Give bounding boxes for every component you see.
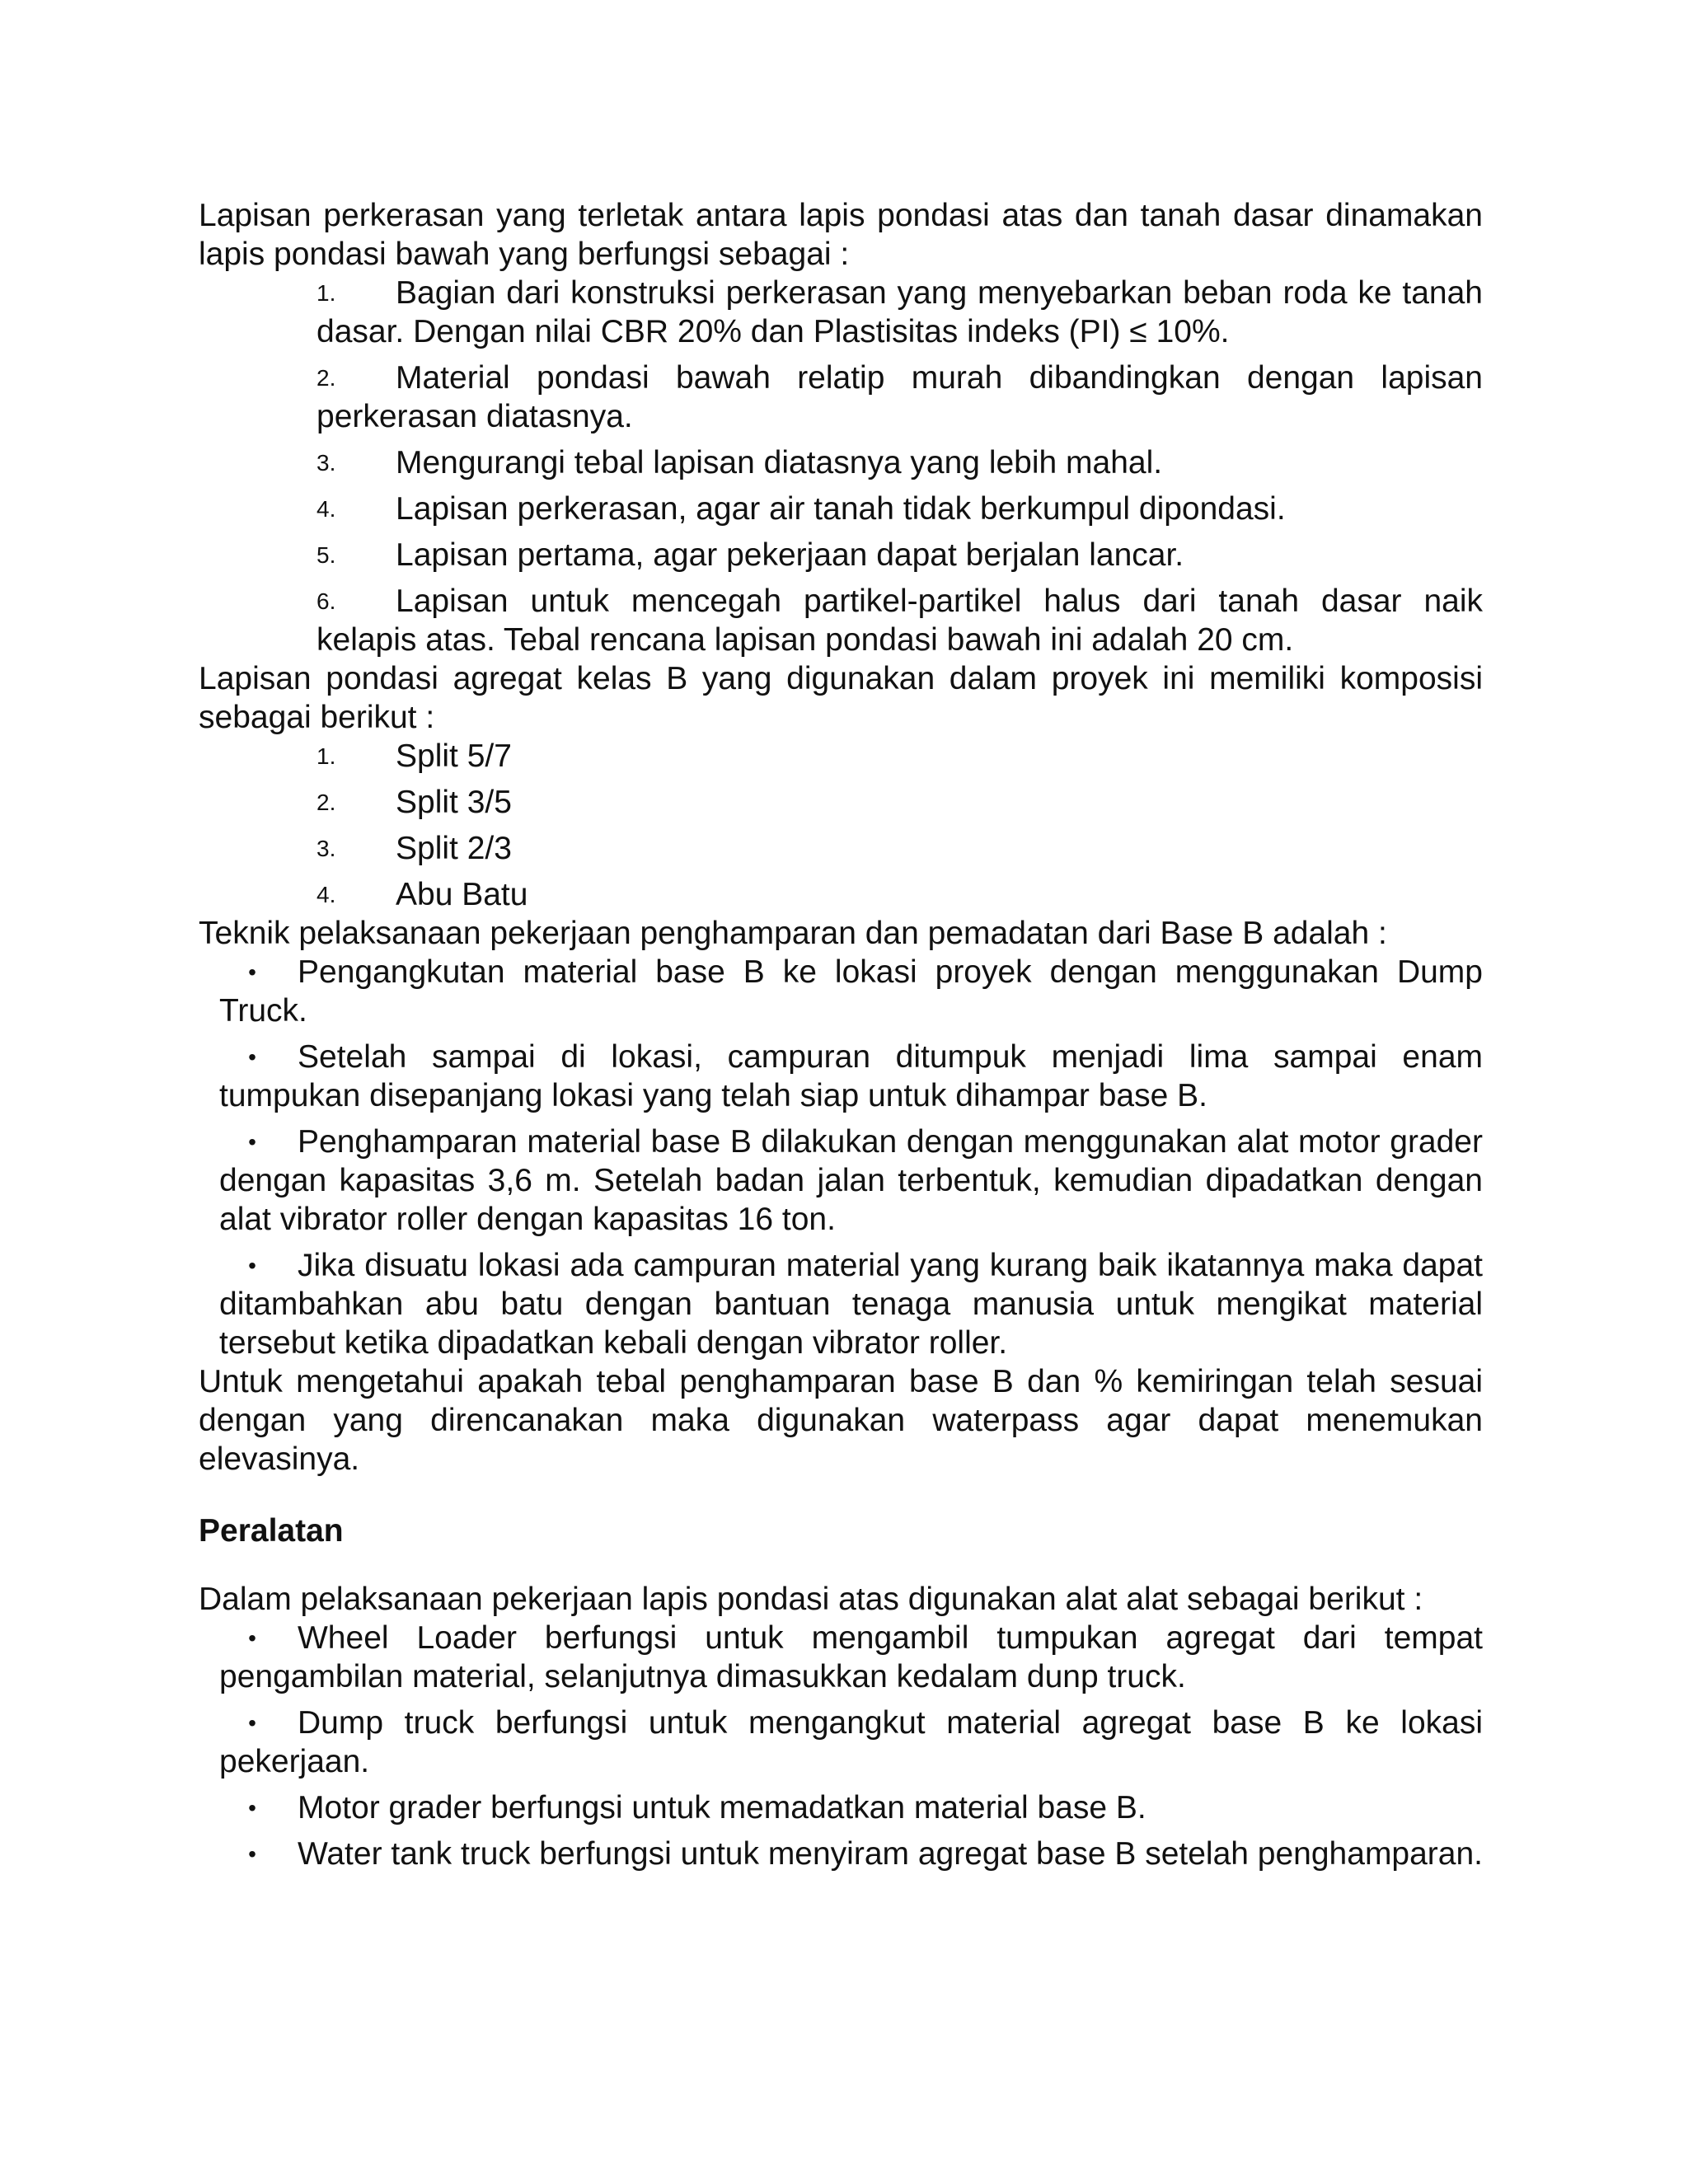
list-item-text: Bagian dari konstruksi perkerasan yang menyebarkan beban roda ke tanah dasar. Dengan nilai CBR 20% dan Plastisitas indeks (PI) ≤ 10%.: [316, 275, 1483, 349]
list-item-text: Wheel Loader berfungsi untuk mengambil tumpukan agregat dari tempat pengambilan material, selanjutnya dimasukkan kedalam dunp truck.: [219, 1620, 1483, 1694]
function-list: [199, 274, 1483, 659]
equipment-intro: Dalam pelaksanaan pekerjaan lapis pondasi atas digunakan alat alat sebagai berikut :: [199, 1582, 1423, 1617]
bullet-icon: •: [248, 1710, 256, 1736]
list-number: 4.: [316, 882, 336, 907]
list-item-text: Mengurangi tebal lapisan diatasnya yang lebih mahal.: [396, 445, 1163, 480]
list-number: 3.: [316, 450, 336, 476]
list-item: [199, 875, 1483, 914]
list-number: 6.: [316, 588, 336, 614]
intro-paragraph: Lapisan perkerasan yang terletak antara lapis pondasi atas dan tanah dasar dinamakan lapis pondasi bawah yang berfungsi sebagai :: [199, 198, 1483, 272]
waterpass-paragraph: Untuk mengetahui apakah tebal penghamparan base B dan % kemiringan telah sesuai dengan yang direncanakan maka digunakan waterpass agar dapat menemukan elevasinya.: [199, 1364, 1483, 1477]
bullet-icon: •: [248, 1129, 256, 1155]
technique-intro: Teknik pelaksanaan pekerjaan penghamparan dan pemadatan dari Base B adalah :: [199, 916, 1387, 951]
list-item: [199, 829, 1483, 868]
list-number: 1.: [316, 280, 336, 306]
bullet-icon: •: [248, 1044, 256, 1070]
list-item-text: Lapisan untuk mencegah partikel-partikel halus dari tanah dasar naik kelapis atas. Tebal rencana lapisan pondasi bawah ini adalah 20 cm.: [316, 583, 1483, 658]
list-item: [199, 737, 1483, 776]
list-item: [199, 1835, 1483, 1873]
list-item: [199, 536, 1483, 574]
composition-list: [199, 737, 1483, 914]
list-number: 1.: [316, 743, 336, 769]
list-item-text: Lapisan pertama, agar pekerjaan dapat berjalan lancar.: [396, 537, 1184, 573]
list-item-text: Split 2/3: [396, 831, 512, 866]
list-item-text: Jika disuatu lokasi ada campuran material yang kurang baik ikatannya maka dapat ditambahkan abu batu dengan bantuan tenaga manusia untuk mengikat material tersebut ketika dipadatkan kebali dengan vibrator roller.: [219, 1248, 1483, 1361]
bullet-icon: •: [248, 1841, 256, 1867]
list-item: [199, 1122, 1483, 1239]
list-item-text: Pengangkutan material base B ke lokasi proyek dengan menggunakan Dump Truck.: [219, 954, 1483, 1029]
bullet-icon: •: [248, 1253, 256, 1278]
list-item-text: Water tank truck berfungsi untuk menyiram agregat base B setelah penghamparan.: [298, 1836, 1484, 1872]
list-item: [199, 1038, 1483, 1115]
list-item-text: Lapisan perkerasan, agar air tanah tidak berkumpul dipondasi.: [396, 491, 1286, 527]
list-item: [199, 783, 1483, 822]
list-item: [199, 1246, 1483, 1362]
list-item-text: Material pondasi bawah relatip murah dibandingkan dengan lapisan perkerasan diatasnya.: [316, 360, 1483, 434]
list-item: [199, 582, 1483, 659]
document-page: [199, 196, 1483, 1873]
list-item-text: Split 3/5: [396, 785, 512, 820]
list-number: 2.: [316, 365, 336, 391]
list-item-text: Setelah sampai di lokasi, campuran ditumpuk menjadi lima sampai enam tumpukan disepanjang lokasi yang telah siap untuk dihampar base B.: [219, 1039, 1483, 1113]
list-item: [199, 274, 1483, 351]
composition-intro: Lapisan pondasi agregat kelas B yang digunakan dalam proyek ini memiliki komposisi sebagai berikut :: [199, 661, 1483, 735]
list-number: 2.: [316, 790, 336, 815]
list-item: [199, 490, 1483, 528]
list-item-text: Motor grader berfungsi untuk memadatkan material base B.: [298, 1790, 1146, 1825]
list-number: 4.: [316, 496, 336, 522]
list-number: 5.: [316, 542, 336, 568]
list-item-text: Split 5/7: [396, 738, 512, 774]
list-item-text: Penghamparan material base B dilakukan dengan menggunakan alat motor grader dengan kapasitas 3,6 m. Setelah badan jalan terbentuk, kemudian dipadatkan dengan alat vibrator roller dengan kapasitas 16 ton.: [219, 1124, 1483, 1237]
list-item: [199, 443, 1483, 482]
list-number: 3.: [316, 836, 336, 861]
list-item: [199, 359, 1483, 436]
bullet-icon: •: [248, 1795, 256, 1821]
equipment-list: [199, 1619, 1483, 1873]
bullet-icon: •: [248, 1625, 256, 1651]
list-item: [199, 953, 1483, 1030]
list-item-text: Dump truck berfungsi untuk mengangkut material agregat base B ke lokasi pekerjaan.: [219, 1705, 1483, 1779]
list-item: [199, 1619, 1483, 1696]
bullet-icon: •: [248, 959, 256, 985]
list-item: [199, 1788, 1483, 1827]
list-item: [199, 1704, 1483, 1781]
equipment-heading: Peralatan: [199, 1513, 344, 1549]
technique-list: [199, 953, 1483, 1362]
list-item-text: Abu Batu: [396, 877, 528, 912]
